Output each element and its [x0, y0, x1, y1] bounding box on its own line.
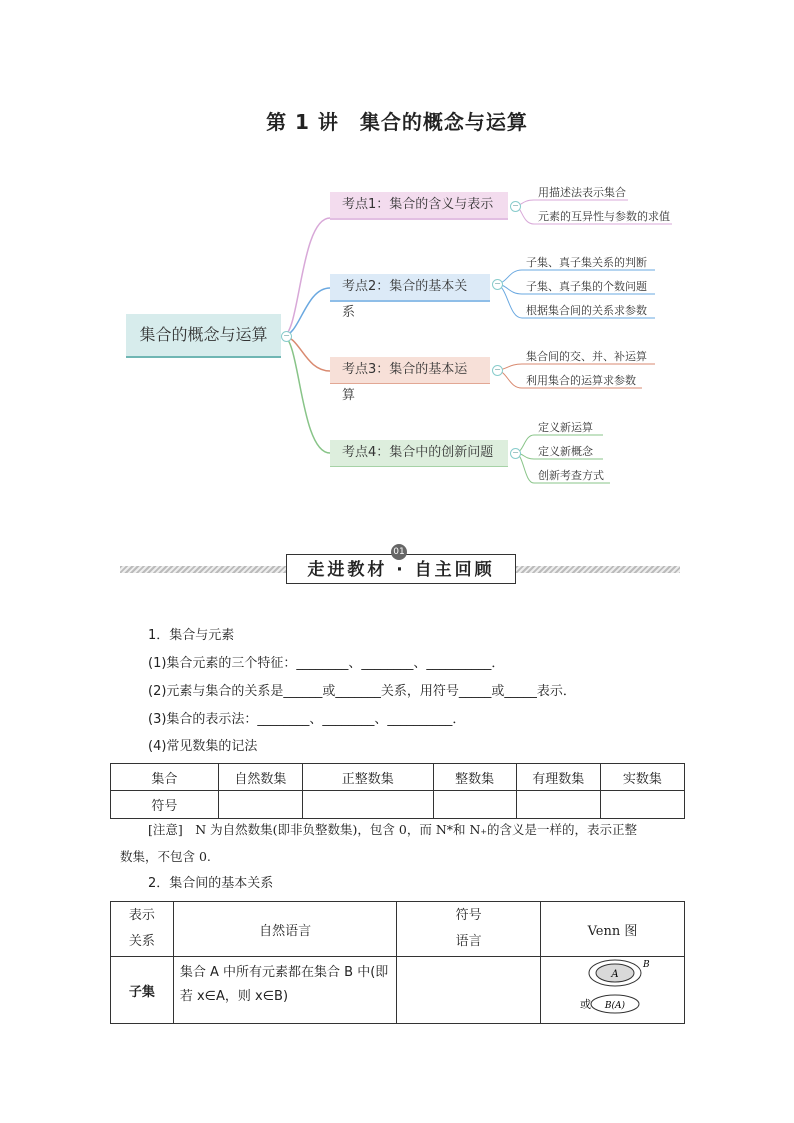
cell-text: 若 x∈A，则 x∈B) — [179, 989, 289, 1004]
leaf: 元素的互异性与参数的求值 — [538, 210, 670, 223]
header-text: 符号 — [455, 908, 482, 923]
table-header — [111, 902, 174, 957]
table-cell — [302, 791, 433, 819]
header-text: 表示 — [128, 908, 155, 923]
number-sets-table — [110, 763, 685, 819]
venn-set-b: B — [643, 960, 651, 970]
table-header: 集合 — [111, 764, 219, 791]
note-line: [注意] N 为自然数集(即非负整数集)，包含 0，而 N*和 N₊的含义是一样的，表示正整 — [148, 822, 638, 837]
table-header: 整数集 — [433, 764, 516, 791]
leaf: 定义新概念 — [538, 445, 593, 458]
table-row-label: 符号 — [111, 791, 219, 819]
table-header: 正整数集 — [302, 764, 433, 791]
header-text: 语言 — [455, 934, 482, 949]
text-line: (2)元素与集合的关系是______或_______关系，用符号_____或_____表示． — [148, 684, 576, 699]
collapse-icon[interactable]: − — [492, 279, 503, 290]
table-header: 自然数集 — [218, 764, 302, 791]
note-line: 数集，不包含 0. — [120, 849, 211, 864]
table-cell — [433, 791, 516, 819]
leaf: 集合间的交、并、补运算 — [526, 350, 647, 363]
collapse-icon[interactable]: − — [492, 365, 503, 376]
table-cell — [397, 957, 541, 1024]
banner-stripe-right — [516, 566, 680, 573]
leaf: 定义新运算 — [538, 421, 593, 434]
table-header: Venn 图 — [540, 902, 684, 957]
table-header — [397, 902, 541, 957]
section-heading: 1．集合与元素 — [148, 628, 235, 643]
mind-map-root: 集合的概念与运算 — [126, 314, 281, 358]
mind-map — [0, 170, 794, 500]
table-header: 实数集 — [600, 764, 684, 791]
branch-1: 考点1：集合的含义与表示 — [330, 192, 508, 218]
section-banner: 走进教材 · 自主回顾 — [286, 554, 516, 584]
table-cell — [516, 791, 600, 819]
leaf: 利用集合的运算求参数 — [526, 374, 636, 387]
branch-4: 考点4：集合中的创新问题 — [330, 440, 508, 466]
venn-set-a: A — [611, 969, 620, 980]
venn-equal-sets: B(A) — [605, 1001, 626, 1011]
table-cell — [173, 957, 397, 1024]
section-heading: 2．集合间的基本关系 — [148, 876, 274, 891]
leaf: 根据集合间的关系求参数 — [526, 304, 647, 317]
table-cell — [600, 791, 684, 819]
collapse-icon[interactable]: − — [510, 201, 521, 212]
section-number: 01 — [391, 544, 407, 560]
text-line: (3)集合的表示法：________、________、__________． — [148, 712, 466, 727]
header-text: 关系 — [128, 934, 155, 949]
collapse-icon[interactable]: − — [510, 448, 521, 459]
leaf: 用描述法表示集合 — [538, 186, 626, 199]
branch-2: 考点2：集合的基本关系 — [330, 274, 490, 300]
venn-or: 或 — [580, 998, 592, 1011]
leaf: 创新考查方式 — [538, 469, 604, 482]
page-title: 第 1 讲 集合的概念与运算 — [266, 110, 528, 134]
collapse-icon[interactable]: − — [281, 331, 292, 342]
leaf: 子集、真子集关系的判断 — [526, 256, 647, 269]
leaf: 子集、真子集的个数问题 — [526, 280, 647, 293]
venn-cell — [540, 957, 684, 1024]
text-line: (1)集合元素的三个特征：________、________、__________． — [148, 656, 505, 671]
banner-stripe-left — [120, 566, 286, 573]
branch-3: 考点3：集合的基本运算 — [330, 357, 490, 383]
cell-text: 集合 A 中所有元素都在集合 B 中(即 — [179, 965, 389, 980]
table-header: 自然语言 — [173, 902, 397, 957]
table-header: 有理数集 — [516, 764, 600, 791]
table-row-label: 子集 — [111, 957, 174, 1024]
venn-diagram — [542, 957, 682, 1019]
set-relations-table — [110, 901, 685, 1024]
text-line: (4)常见数集的记法 — [148, 739, 258, 754]
table-cell — [218, 791, 302, 819]
